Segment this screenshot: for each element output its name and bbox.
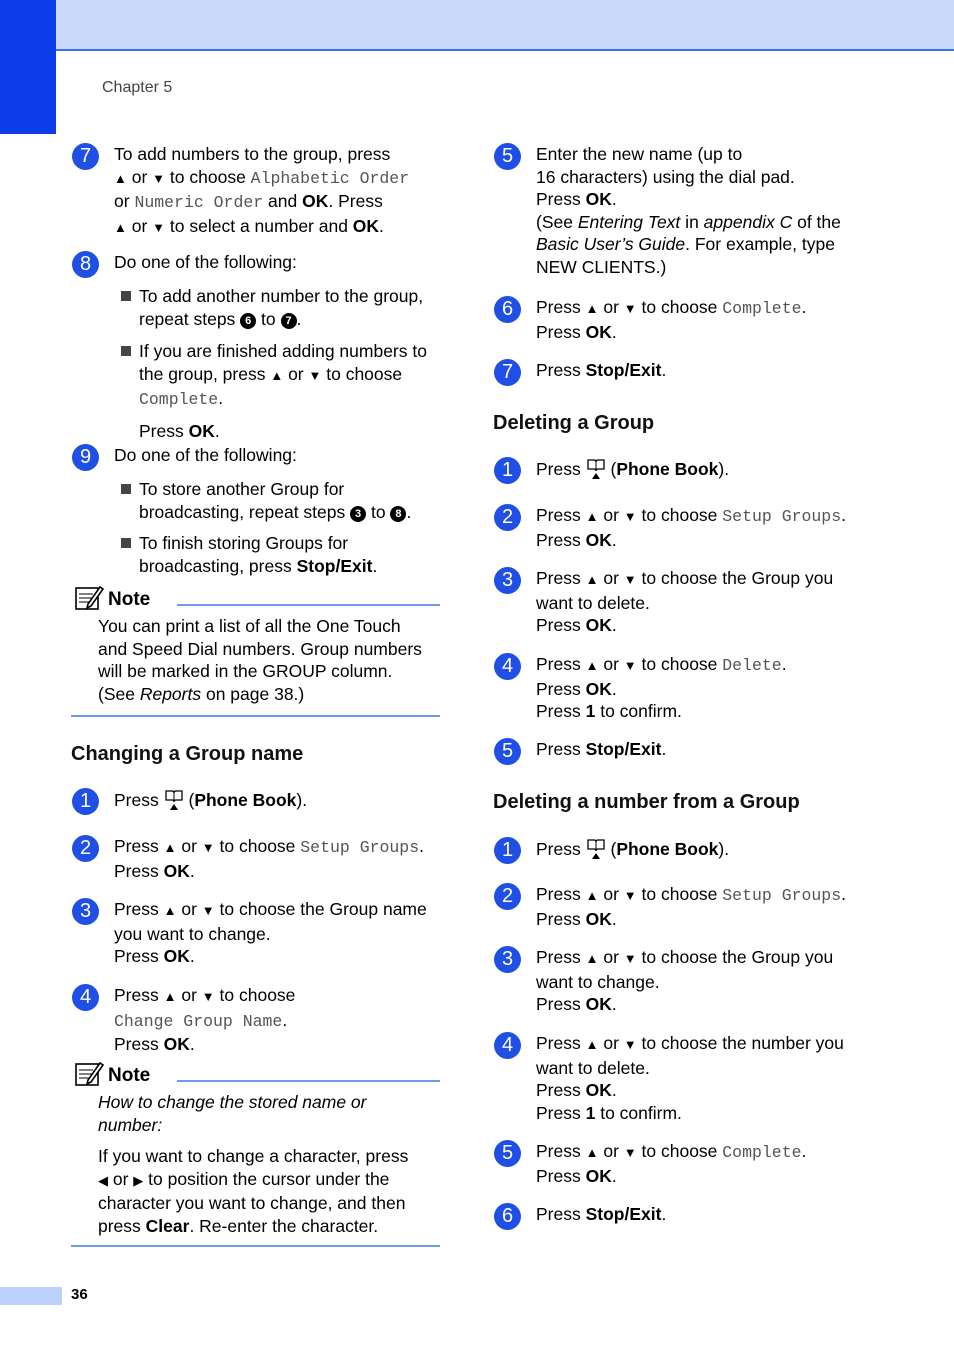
step-badge: 3 [72, 898, 99, 925]
chapter-label: Chapter 5 [102, 79, 173, 96]
note-title: Note [108, 1065, 151, 1086]
up-arrow-icon: ▲ [585, 951, 599, 966]
step-badge: 4 [494, 1032, 521, 1059]
up-arrow-icon: ▲ [585, 301, 599, 316]
up-arrow-icon: ▲ [585, 888, 599, 903]
step-text: To add numbers to the group, press ▲ or ▼ to choose Alphabetic Order or Numeric Order and OK. Press ▲ or ▼ to select a number and OK. [114, 144, 410, 236]
note-box-print-list [71, 582, 441, 718]
note-box-change-name [71, 1058, 441, 1250]
down-arrow-icon: ▼ [152, 219, 166, 235]
note-pencil-icon [74, 1060, 104, 1087]
note-bottom-rule [71, 1245, 440, 1247]
up-arrow-icon: ▲ [585, 509, 599, 524]
note-body: How to change the stored name or number: If you want to change a character, press ◀ or ▶ to position the cursor under the character you want to change, and then press Clear. Re-enter the character. [98, 1092, 409, 1236]
up-arrow-icon: ▲ [163, 840, 177, 855]
step-badge: 1 [72, 788, 99, 815]
note-top-rule [177, 604, 440, 606]
up-arrow-icon: ▲ [114, 170, 127, 186]
left-arrow-icon: ◀ [98, 1172, 108, 1188]
phone-book-icon [586, 837, 606, 861]
up-arrow-icon: ▲ [114, 219, 127, 235]
down-arrow-icon: ▼ [308, 367, 322, 383]
note-top-rule [177, 1080, 440, 1082]
menu-option: Complete [722, 1143, 802, 1162]
page-number: 36 [71, 1286, 88, 1303]
step-ref-badge: 8 [390, 506, 406, 522]
phone-book-icon [164, 788, 184, 812]
menu-option: Setup Groups [722, 886, 842, 905]
down-arrow-icon: ▼ [201, 903, 215, 918]
down-arrow-icon: ▼ [201, 840, 215, 855]
down-arrow-icon: ▼ [201, 989, 215, 1004]
down-arrow-icon: ▼ [623, 572, 637, 587]
up-arrow-icon: ▲ [270, 367, 284, 383]
up-arrow-icon: ▲ [163, 989, 177, 1004]
up-arrow-icon: ▲ [585, 572, 599, 587]
note-pencil-icon [74, 584, 104, 611]
menu-option: Numeric Order [134, 193, 264, 212]
note-body: You can print a list of all the One Touch and Speed Dial numbers. Group numbers will be marked in the GROUP column. (See Reports on page 38.) [98, 616, 422, 704]
step-badge: 1 [494, 457, 521, 484]
chapter-tab [0, 0, 56, 134]
step-badge: 6 [494, 1203, 521, 1230]
step-badge: 3 [494, 946, 521, 973]
page-number-bar [0, 1287, 62, 1305]
down-arrow-icon: ▼ [152, 170, 166, 186]
step-badge: 7 [494, 359, 521, 386]
step-badge: 6 [494, 296, 521, 323]
down-arrow-icon: ▼ [623, 658, 637, 673]
step-badge: 4 [72, 984, 99, 1011]
section-heading-deleting-number: Deleting a number from a Group [493, 791, 800, 813]
step-ref-badge: 7 [281, 313, 297, 329]
down-arrow-icon: ▼ [623, 951, 637, 966]
right-arrow-icon: ▶ [133, 1172, 144, 1188]
step-badge: 3 [494, 567, 521, 594]
step-badge: 2 [72, 835, 99, 862]
header-band [0, 0, 954, 51]
down-arrow-icon: ▼ [623, 888, 637, 903]
step-badge: 5 [494, 143, 521, 170]
menu-option: Setup Groups [300, 838, 420, 857]
note-bottom-rule [71, 715, 440, 717]
step-badge: 8 [72, 251, 99, 278]
up-arrow-icon: ▲ [585, 1037, 599, 1052]
up-arrow-icon: ▲ [163, 903, 177, 918]
step-badge: 4 [494, 653, 521, 680]
step-badge: 9 [72, 444, 99, 471]
menu-option: Complete [722, 299, 802, 318]
phone-book-icon [586, 457, 606, 481]
down-arrow-icon: ▼ [623, 509, 637, 524]
menu-option: Alphabetic Order [250, 168, 410, 188]
step-badge: 7 [72, 143, 99, 170]
menu-option: Change Group Name [114, 1011, 283, 1031]
step-ref-badge: 3 [350, 506, 366, 522]
menu-option: Setup Groups [722, 507, 842, 526]
bullet-marker [121, 291, 131, 301]
step-badge: 2 [494, 883, 521, 910]
bullet-marker [121, 538, 131, 548]
bullet-marker [121, 346, 131, 356]
step-badge: 5 [494, 1140, 521, 1167]
down-arrow-icon: ▼ [623, 1037, 637, 1052]
menu-option: Complete [139, 390, 219, 409]
bullet-marker [121, 484, 131, 494]
section-heading-changing-group-name: Changing a Group name [71, 743, 304, 765]
menu-option: Delete [722, 656, 782, 675]
step-ref-badge: 6 [240, 313, 256, 329]
step-badge: 5 [494, 738, 521, 765]
up-arrow-icon: ▲ [585, 1145, 599, 1160]
down-arrow-icon: ▼ [623, 301, 637, 316]
up-arrow-icon: ▲ [585, 658, 599, 673]
step-badge: 2 [494, 504, 521, 531]
note-title: Note [108, 589, 151, 610]
down-arrow-icon: ▼ [623, 1145, 637, 1160]
step-badge: 1 [494, 837, 521, 864]
section-heading-deleting-group: Deleting a Group [493, 412, 655, 434]
